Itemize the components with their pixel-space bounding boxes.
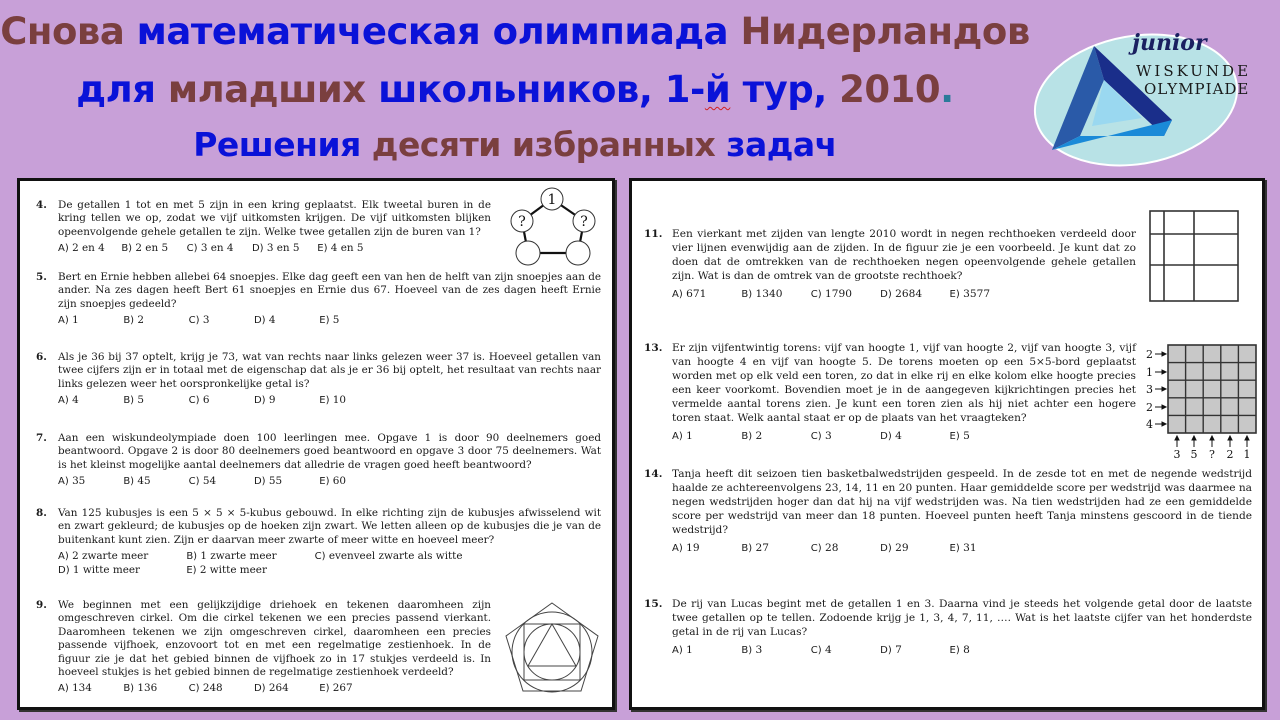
- answer-options: [672, 287, 1136, 302]
- answer-label: E): [319, 395, 330, 407]
- answer-label: E): [949, 289, 960, 300]
- problem-6: [36, 351, 601, 408]
- answer-value: 4: [268, 314, 276, 327]
- answer-label: C): [810, 645, 822, 656]
- problem-number: 15.: [644, 598, 663, 610]
- row-clue: 4: [1146, 418, 1153, 431]
- answer-value: 2: [755, 430, 763, 442]
- answer-label: B): [741, 289, 753, 300]
- answer-label: D): [58, 564, 70, 576]
- answer-value: 5: [963, 430, 970, 442]
- row-clue: 2: [1146, 348, 1153, 361]
- right-problems-panel: [629, 178, 1265, 710]
- answer-options: [58, 475, 601, 488]
- problem-number: 11.: [644, 228, 663, 240]
- problem-5: [36, 271, 601, 328]
- answer-value: 19: [686, 542, 700, 554]
- answer-label: A): [58, 243, 69, 255]
- problem-4: [36, 199, 491, 256]
- answer-label: D): [880, 431, 892, 442]
- answer-label: B): [186, 551, 198, 563]
- problem-text: Aan een wiskundeolympiade doen 100 leerlingen mee. Opgave 1 is door 90 deelnemers goed beantwoord. Opgave 2 is door 80 deelnemers goed beantwoord en opgave 3 door 75 deelnemers. Wat is het kleinst mogelijke aantal deelnemers dat alledrie de vragen goed heeft beantwoord?: [58, 432, 601, 471]
- answer-value: 1 zwarte meer: [200, 550, 277, 563]
- problem-number: 13.: [644, 342, 663, 354]
- answer-value: 45: [137, 475, 151, 488]
- answer-label: E): [319, 315, 330, 327]
- answer-label: C): [810, 431, 822, 442]
- title-year: 2010: [839, 68, 941, 111]
- answer-value: 264: [268, 682, 289, 695]
- answer-label: B): [741, 543, 753, 554]
- answer-value: 134: [72, 682, 92, 695]
- answer-value: 4 en 5: [330, 242, 364, 255]
- title-word-snova: Снова: [0, 10, 137, 53]
- answer-value: 54: [202, 475, 217, 488]
- answer-label: A): [672, 289, 683, 300]
- logo-olympiade-text: OLYMPIADE: [1144, 80, 1250, 98]
- answer-value: 2 witte meer: [199, 563, 267, 576]
- answer-label: D): [880, 289, 892, 300]
- answer-label: D): [253, 476, 266, 488]
- answer-label: B): [123, 315, 135, 327]
- answer-value: 3: [825, 430, 832, 442]
- answer-value: 136: [137, 682, 158, 695]
- answer-value: 3: [755, 644, 763, 656]
- logo-wiskunde-text: WISKUNDE: [1136, 62, 1252, 80]
- answer-label: C): [188, 683, 200, 695]
- answer-label: A): [58, 683, 69, 695]
- answer-value: 35: [72, 475, 86, 488]
- tower-grid-figure: [1142, 341, 1262, 461]
- junior-wiskunde-olympiade-logo: [1032, 28, 1254, 168]
- answer-value: 3577: [963, 288, 991, 300]
- answer-label: A): [58, 551, 69, 563]
- answer-label: B): [123, 395, 135, 407]
- answer-label: B): [121, 243, 133, 255]
- circle-label-right: ?: [580, 214, 588, 230]
- problem-8: [36, 507, 601, 577]
- answer-label: A): [58, 315, 69, 327]
- answer-label: A): [672, 543, 683, 554]
- answer-value: 4: [72, 394, 79, 407]
- answer-value: 2 en 4: [72, 242, 105, 255]
- answer-label: A): [672, 645, 683, 656]
- answer-label: E): [319, 683, 330, 695]
- title-word-junior: младших: [167, 68, 379, 111]
- answer-label: B): [741, 645, 753, 656]
- problem-text: Als je 36 bij 37 optelt, krijg je 73, wat van rechts naar links gelezen weer 37 is. Hoeveel getallen van twee cijfers zijn er in totaal met de eigenschap dat als je er 36 bij optelt, het resultaat van rechts naar links gelezen weer het oorspronkelijke getal is?: [58, 351, 601, 390]
- answer-label: B): [741, 431, 753, 442]
- title-period: .: [940, 68, 954, 111]
- answer-value: 1340: [755, 288, 783, 300]
- answer-label: D): [253, 315, 266, 327]
- answer-label: D): [253, 683, 266, 695]
- answer-options: [58, 242, 491, 255]
- answer-label: E): [317, 243, 328, 255]
- problem-13: [644, 341, 1136, 444]
- column-clue: 3: [1173, 448, 1181, 461]
- nested-polygons-figure: [498, 599, 606, 699]
- answer-value: 2 zwarte meer: [72, 550, 149, 563]
- answer-value: 671: [686, 288, 707, 300]
- answer-value: evenveel zwarte als witte: [328, 550, 463, 563]
- problem-14: [644, 467, 1252, 556]
- answer-label: B): [123, 683, 135, 695]
- answer-value: 29: [895, 542, 909, 554]
- answer-label: E): [186, 564, 197, 576]
- answer-label: D): [880, 543, 892, 554]
- answer-value: 1 witte meer: [72, 563, 140, 576]
- answer-options: [58, 394, 601, 407]
- answer-options: [58, 682, 491, 695]
- problem-number: 6.: [36, 351, 47, 363]
- answer-options: [58, 550, 601, 563]
- column-clue: 5: [1190, 448, 1198, 461]
- answer-label: C): [188, 315, 200, 327]
- answer-value: 3 en 4: [200, 242, 234, 255]
- answer-label: A): [58, 476, 69, 488]
- answer-value: 267: [332, 682, 353, 695]
- answer-value: 8: [963, 644, 970, 656]
- answer-value: 27: [755, 542, 769, 554]
- subtitle-word-problems: задач: [726, 125, 837, 164]
- answer-value: 7: [895, 644, 902, 656]
- problem-number: 4.: [36, 199, 47, 211]
- column-clue-question: ?: [1209, 448, 1215, 461]
- answer-value: 4: [825, 644, 832, 656]
- row-clue: 1: [1146, 366, 1153, 379]
- answer-label: B): [123, 476, 135, 488]
- answer-value: 6: [202, 394, 210, 407]
- title-word-netherlands: Нидерландов: [740, 10, 1030, 53]
- answer-value: 248: [202, 682, 223, 695]
- problem-text: Tanja heeft dit seizoen tien basketbalwedstrijden gespeeld. In de zesde tot en met de negende wedstrijd haalde ze achtereenvolgens 23, 14, 11 en 20 punten. Haar gemiddelde score per wedstrijd was daarmee na negen wedstrijden hoger dan dat hij na vijf wedstrijden was. Na tien wedstrijden had ze een gemiddelde score per wedstrijd van meer dan 18 punten. Hoeveel punten heeft Tanja minstens gescoord in de tiende wedstrijd?: [672, 468, 1252, 536]
- answer-label: E): [949, 431, 960, 442]
- answer-value: 1: [686, 644, 693, 656]
- title-word-math-olympiad: математическая олимпиада: [136, 10, 741, 53]
- column-clue: 2: [1226, 448, 1234, 461]
- answer-label: C): [810, 543, 822, 554]
- answer-value: 55: [268, 475, 283, 488]
- circle-label-top: 1: [547, 192, 557, 208]
- answer-label: C): [188, 476, 200, 488]
- problem-text: We beginnen met een gelijkzijdige driehoek en tekenen daaromheen zijn omgeschreven cirkel. Om die cirkel tekenen we een precies passend vierkant. Daaromheen tekenen we zijn omgeschreven cirkel, daaromheen een precies passende vijfhoek, enzovoort tot en met een regelmatige zestienhoek. In de figuur zie je dat het gebied binnen de vijfhoek zo in 17 stukjes verdeeld is. In hoeveel stukjes is het gebied binnen de regelmatige zestienhoek verdeeld?: [58, 599, 491, 679]
- answer-value: 10: [332, 394, 347, 407]
- problem-number: 7.: [36, 432, 47, 444]
- problem-text: De getallen 1 tot en met 5 zijn in een kring geplaatst. Elk tweetal buren in de kring tellen we op, zodat we vijf uitkomsten krijgen. De vijf uitkomsten blijken opeenvolgende gehele getallen te zijn. Welke twee getallen zijn de buren van 1?: [58, 199, 491, 238]
- answer-options: [672, 643, 1252, 658]
- answer-value: 4: [895, 430, 902, 442]
- circle-label-left: ?: [518, 214, 526, 230]
- problem-number: 8.: [36, 507, 47, 519]
- answer-label: A): [58, 395, 69, 407]
- answer-value: 1790: [825, 288, 852, 300]
- answer-label: E): [319, 476, 330, 488]
- answer-value: 1: [686, 430, 693, 442]
- answer-value: 5: [137, 394, 145, 407]
- subtitle-word-ten-selected: десяти избранных: [371, 125, 727, 164]
- problem-number: 9.: [36, 599, 47, 611]
- problem-9: [36, 599, 491, 696]
- answer-value: 60: [332, 475, 347, 488]
- subtitle-word-solutions: Решения: [193, 125, 372, 164]
- answer-label: A): [672, 431, 683, 442]
- answer-options: [672, 541, 1252, 556]
- answer-options: [672, 429, 1136, 444]
- problem-11: [644, 227, 1136, 302]
- circle-ring-figure: [504, 185, 600, 269]
- answer-value: 2 en 5: [135, 242, 169, 255]
- problem-15: [644, 597, 1252, 658]
- problem-7: [36, 432, 601, 489]
- answer-value: 1: [72, 314, 79, 327]
- rectangle-division-figure: [1148, 209, 1240, 303]
- answer-label: C): [810, 289, 822, 300]
- problem-text: De rij van Lucas begint met de getallen 1 en 3. Daarna vind je steeds het volgende getal door de laatste twee getallen op te tellen. Zodoende krijg je 1, 3, 4, 7, 11, …. Wat is het laatste cijfer van het honderdste getal in de rij van Lucas?: [672, 598, 1252, 638]
- answer-label: E): [949, 543, 960, 554]
- title-line-1: [0, 10, 1030, 53]
- answer-label: D): [253, 395, 266, 407]
- title-line-2: [0, 68, 1030, 111]
- title-word-dlya: для: [76, 68, 168, 111]
- problem-text: Van 125 kubusjes is een 5 × 5 × 5-kubus gebouwd. In elke richting zijn de kubusjes afwisselend wit en zwart gekleurd; de kubusjes op de hoeken zijn zwart. We letten alleen op de kubusjes die je van de buitenkant kunt zien. Zijn er daarvan meer zwarte of meer witte en hoeveel meer?: [58, 507, 601, 546]
- problem-number: 14.: [644, 468, 663, 480]
- answer-value: 9: [268, 394, 276, 407]
- row-clue: 3: [1146, 383, 1153, 396]
- problem-text: Bert en Ernie hebben allebei 64 snoepjes. Elke dag geeft een van hen de helft van zijn snoepjes aan de ander. Na zes dagen heeft Bert 61 snoepjes en Ernie dus 67. Hoeveel van de zes dagen heeft Ernie zijn snoepjes gedeeld?: [58, 271, 601, 310]
- answer-value: 3: [202, 314, 210, 327]
- answer-label: C): [188, 395, 200, 407]
- answer-value: 2: [137, 314, 145, 327]
- problem-text: Er zijn vijfentwintig torens: vijf van hoogte 1, vijf van hoogte 2, vijf van hoogte 3, vijf van hoogte 4 en vijf van hoogte 5. De torens moeten op een 5×5-bord geplaatst worden met op elk veld een toren, zo dat in elke rij en elke kolom elke hoogte precies een keer voorkomt. Bovendien moet je in de aangegeven kijkrichtingen precies het vermelde aantal torens zien. Je kunt een toren zien als hij niet achter een hogere toren staat. Welk aantal staat er op de plaats van het vraagteken?: [672, 342, 1136, 424]
- problem-number: 5.: [36, 271, 47, 283]
- answer-value: 2684: [895, 288, 923, 300]
- logo-junior-text: junior: [1132, 30, 1207, 56]
- answer-label: D): [880, 645, 892, 656]
- answer-value: 3 en 5: [266, 242, 300, 255]
- title-word-schoolchildren: школьников, 1-: [378, 68, 705, 111]
- left-problems-panel: [17, 178, 615, 710]
- answer-label: C): [186, 243, 198, 255]
- answer-value: 5: [332, 314, 340, 327]
- answer-value: 31: [963, 542, 977, 554]
- answer-label: D): [251, 243, 264, 255]
- answer-options: [58, 314, 601, 327]
- subtitle: [0, 125, 1030, 164]
- problem-text: Een vierkant met zijden van lengte 2010 wordt in negen rechthoeken verdeeld door vier lijnen evenwijdig aan de zijden. In de figuur zie je een voorbeeld. Je kunt dat zo doen dat de omtrekken van de rechthoeken negen opeenvolgende gehele getallen zijn. Wat is dan de omtrek van de grootste rechthoek?: [672, 228, 1136, 282]
- title-spellcheck-mark: й: [704, 68, 731, 111]
- title-word-round: тур,: [730, 68, 840, 111]
- row-clue: 2: [1146, 401, 1153, 414]
- answer-options-row-2: [58, 564, 601, 577]
- answer-label: E): [949, 645, 960, 656]
- answer-label: C): [314, 551, 326, 563]
- answer-value: 28: [825, 542, 839, 554]
- column-clue: 1: [1243, 448, 1251, 461]
